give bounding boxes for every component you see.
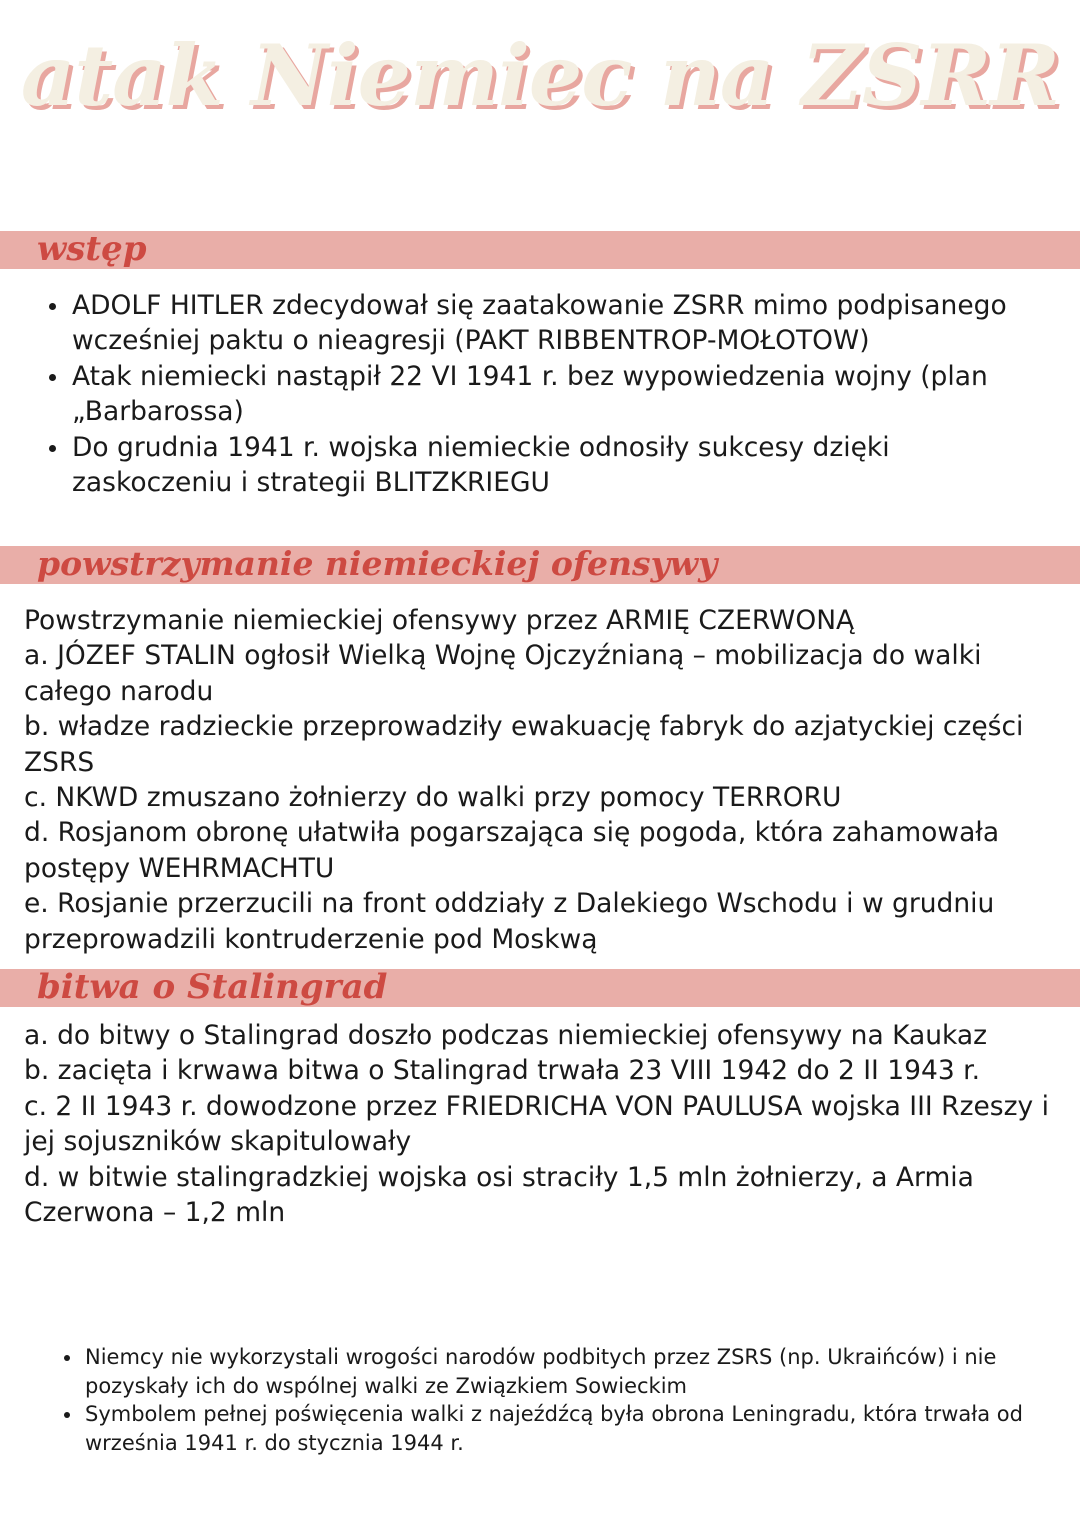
list-item: Atak niemiecki nastąpił 22 VI 1941 r. bez wypowiedzenia wojny (plan „Barbarossa) <box>46 359 1056 430</box>
bullet-icon <box>49 303 56 310</box>
stalingrad-text <box>24 1018 1064 1230</box>
list-item: d. Rosjanom obronę ułatwiła pogarszająca się pogoda, która zahamowała postępy WEHRMACHTU <box>24 817 1000 884</box>
notes-list <box>62 1343 1062 1457</box>
page-title: atak Niemiec na ZSRR <box>20 26 1060 125</box>
section-heading-halt: powstrzymanie niemieckiej ofensywy <box>37 544 718 583</box>
halt-lead: Powstrzymanie niemieckiej ofensywy przez ARMIĘ CZERWONĄ <box>24 605 855 636</box>
list-item: Symbolem pełnej poświęcenia walki z najeźdźcą była obrona Leningradu, która trwała od września 1941 r. do stycznia 1944 r. <box>62 1400 1062 1457</box>
list-item: d. w bitwie stalingradzkiej wojska osi straciły 1,5 mln żołnierzy, a Armia Czerwona – 1,2 mln <box>24 1161 974 1229</box>
list-item: b. władze radzieckie przeprowadziły ewakuację fabryk do azjatyckiej części ZSRS <box>24 711 1024 778</box>
list-item: c. 2 II 1943 r. dowodzone przez FRIEDRICHA VON PAULUSA wojska III Rzeszy i jej sojuszników skapitulowały <box>24 1090 1049 1158</box>
section-heading-intro: wstęp <box>37 229 147 269</box>
bullet-icon <box>49 445 56 452</box>
bullet-icon <box>49 374 56 381</box>
list-item: Niemcy nie wykorzystali wrogości narodów podbitych przez ZSRS (np. Ukraińców) i nie pozyskały ich do wspólnej walki ze Związkiem Sowieckim <box>62 1343 1062 1400</box>
list-item: c. NKWD zmuszano żołnierzy do walki przy pomocy TERRORU <box>24 782 842 814</box>
list-item: ADOLF HITLER zdecydował się zaatakowanie ZSRR mimo podpisanego wcześniej paktu o nieagresji (PAKT RIBBENTROP-MOŁOTOW) <box>46 288 1056 359</box>
list-item: b. zacięta i krwawa bitwa o Stalingrad trwała 23 VIII 1942 do 2 II 1943 r. <box>24 1055 981 1087</box>
intro-list <box>46 288 1056 500</box>
list-item: a. JÓZEF STALIN ogłosił Wielką Wojnę Ojczyźnianą – mobilizacja do walki całego narodu <box>24 640 982 707</box>
bullet-icon <box>64 1412 70 1418</box>
list-item: Do grudnia 1941 r. wojska niemieckie odnosiły sukcesy dzięki zaskoczeniu i strategii BLITZKRIEGU <box>46 430 1056 501</box>
halt-text <box>24 603 1064 957</box>
list-item: e. Rosjanie przerzucili na front oddziały z Dalekiego Wschodu i w grudniu przeprowadzili kontruderzenie pod Moskwą <box>24 888 995 955</box>
bullet-icon <box>64 1355 70 1361</box>
list-item: a. do bitwy o Stalingrad doszło podczas niemieckiej ofensywy na Kaukaz <box>24 1020 988 1051</box>
section-heading-stalingrad: bitwa o Stalingrad <box>37 967 388 1007</box>
section-band-intro <box>0 231 1080 269</box>
